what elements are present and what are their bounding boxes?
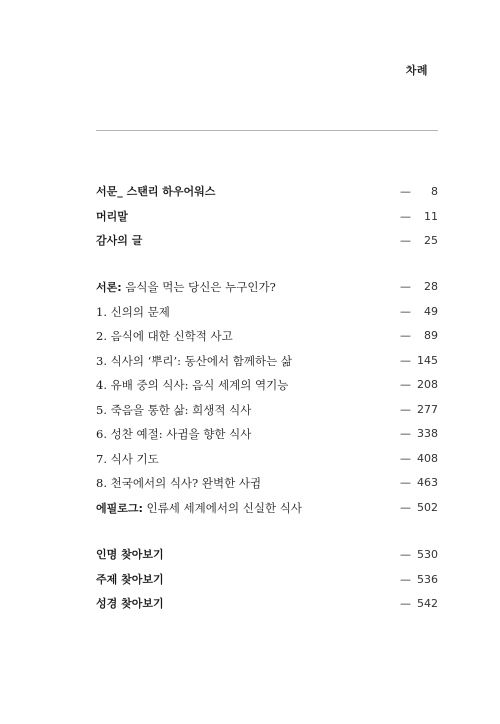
toc-dash: — bbox=[400, 500, 411, 514]
toc-dash: — bbox=[400, 427, 411, 440]
toc-dash: — bbox=[400, 209, 411, 223]
toc-title bbox=[96, 275, 276, 301]
toc-entry-foreword bbox=[96, 180, 438, 205]
toc-page-number: 463 bbox=[417, 476, 438, 489]
toc-title: 4. 유배 중의 식사: 음식 세계의 역기능 bbox=[96, 378, 289, 392]
toc-page-number: 408 bbox=[417, 451, 438, 465]
toc-entry-chapter-1 bbox=[96, 300, 438, 325]
toc-title: 1. 신의의 문제 bbox=[96, 304, 170, 319]
toc-page-number: 530 bbox=[417, 548, 438, 561]
divider bbox=[96, 130, 438, 131]
toc-entry-preface bbox=[96, 205, 438, 230]
toc-dash: — bbox=[400, 234, 411, 247]
toc-page-number: 28 bbox=[424, 280, 438, 293]
toc-entry-chapter-7 bbox=[96, 447, 438, 472]
toc-page-number: 49 bbox=[424, 304, 438, 318]
toc-title-prefix: 서론: bbox=[96, 281, 122, 294]
toc-page-number: 277 bbox=[417, 402, 438, 416]
toc-title: 머리말 bbox=[96, 209, 128, 223]
toc-page-number: 25 bbox=[424, 234, 438, 247]
toc-title: 6. 성찬 예절: 사귐을 향한 식사 bbox=[96, 427, 252, 441]
toc-dash: — bbox=[400, 280, 411, 293]
toc-title-prefix: 에필로그: bbox=[96, 501, 143, 515]
toc-page-number: 502 bbox=[417, 500, 438, 514]
toc-dash: — bbox=[400, 548, 411, 561]
toc-page-number: 145 bbox=[417, 353, 438, 367]
toc-dash: — bbox=[400, 597, 411, 610]
toc-entry-epilogue bbox=[96, 496, 438, 521]
toc-dash: — bbox=[400, 378, 411, 391]
toc-dash: — bbox=[400, 402, 411, 416]
toc-title: 감사의 글 bbox=[96, 234, 143, 247]
toc-page-number: 8 bbox=[431, 185, 438, 198]
toc-entry-name-index bbox=[96, 543, 438, 568]
toc-entry-acknowledgments bbox=[96, 229, 438, 254]
toc-title: 8. 천국에서의 식사? 완벽한 사귐 bbox=[96, 476, 262, 490]
toc-title-text: 음식을 먹는 당신은 누구인가? bbox=[121, 280, 276, 294]
page-title: 차례 bbox=[405, 64, 428, 77]
toc-title-text: 인류세 세계에서의 신실한 식사 bbox=[142, 500, 302, 515]
toc-main-body bbox=[96, 275, 438, 520]
toc-page-number: 89 bbox=[424, 329, 438, 342]
toc-dash: — bbox=[400, 304, 411, 318]
toc-entry-scripture-index bbox=[96, 592, 438, 617]
toc-title: 주제 찾아보기 bbox=[96, 572, 164, 586]
toc-entry-chapter-6 bbox=[96, 422, 438, 447]
toc-indexes bbox=[96, 543, 438, 617]
toc-dash: — bbox=[400, 451, 411, 465]
toc-page-number: 542 bbox=[417, 597, 438, 610]
toc-title: 서문_ 스탠리 하우어워스 bbox=[96, 185, 216, 198]
toc-entry-chapter-3 bbox=[96, 349, 438, 374]
toc-page-number: 536 bbox=[417, 572, 438, 586]
toc-title: 인명 찾아보기 bbox=[96, 548, 164, 561]
toc-title bbox=[96, 496, 302, 522]
toc-entry-chapter-5 bbox=[96, 398, 438, 423]
toc-entry-chapter-4 bbox=[96, 373, 438, 398]
toc-title: 성경 찾아보기 bbox=[96, 597, 164, 610]
toc-entry-introduction bbox=[96, 275, 438, 300]
toc-dash: — bbox=[400, 185, 411, 198]
toc-title: 5. 죽음을 통한 삶: 희생적 식사 bbox=[96, 402, 252, 417]
toc-dash: — bbox=[400, 476, 411, 489]
toc-front-matter bbox=[96, 180, 438, 254]
toc-entry-subject-index bbox=[96, 568, 438, 593]
toc-dash: — bbox=[400, 572, 411, 586]
toc-dash: — bbox=[400, 329, 411, 342]
toc-title: 7. 식사 기도 bbox=[96, 451, 159, 466]
toc-entry-chapter-8 bbox=[96, 471, 438, 496]
toc-page-number: 208 bbox=[417, 378, 438, 391]
toc-title: 2. 음식에 대한 신학적 사고 bbox=[96, 329, 233, 343]
toc-entry-chapter-2 bbox=[96, 324, 438, 349]
toc-title: 3. 식사의 ‘뿌리’: 동산에서 함께하는 삶 bbox=[96, 353, 292, 368]
toc-dash: — bbox=[400, 353, 411, 367]
toc-page-number: 338 bbox=[417, 427, 438, 440]
toc-page-number: 11 bbox=[424, 209, 438, 223]
